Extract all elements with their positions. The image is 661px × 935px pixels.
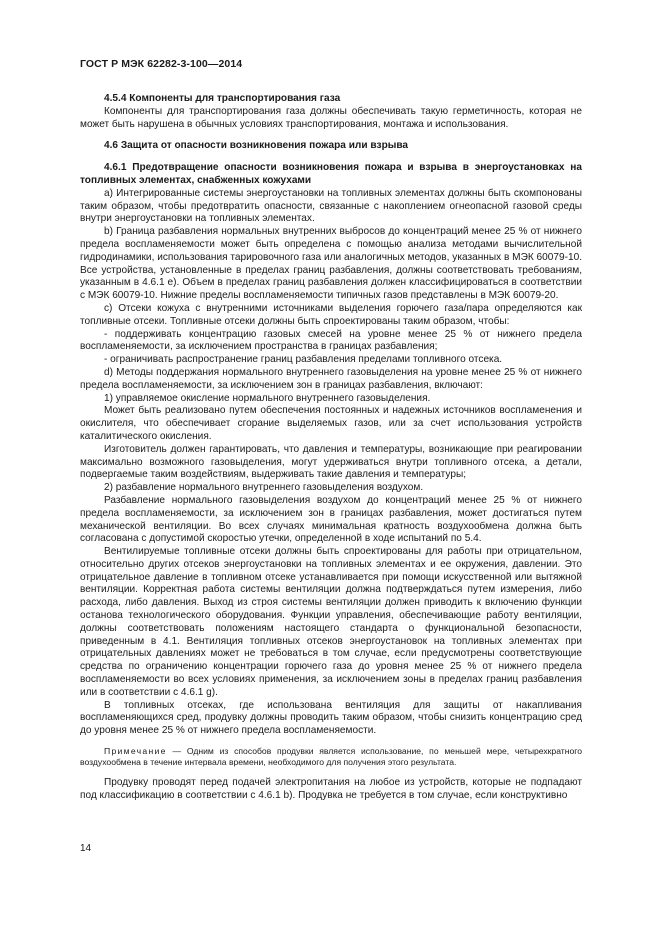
note-text: — Одним из способов продувки является использование, по меньшей мере, четырехкратного воздухообмена в течение интервала времени, необходимого для получения этого результата.: [80, 746, 582, 768]
paragraph-a: а) Интегрированные системы энергоустановки на топливных элементах должны быть скомпонованы таким образом, чтобы предотвратить опасности, связанные с накоплением огнеопасной газовой среды внутри энергоустановки на топливных элементах.: [80, 187, 582, 225]
paragraph-d-1: 1) управляемое окисление нормального внутреннего газовыделения.: [104, 392, 431, 404]
section-4-5-4-title: 4.5.4 Компоненты для транспортирования газа: [104, 93, 341, 104]
paragraph-ventilation: Вентилируемые топливные отсеки должны быть спроектированы для работы при отрицательном, относительно других отсеков энергоустановки на топливных элементах и ее окружения, давлении. Это отрицательное давление в топливном отсеке устанавливается при помощи искусственной или вытяжной вентиляции. Корректная работа системы вентиляции должна подтверждаться путем измерения, либо расхода, либо давления. Выход из строя системы вентиляции должен приводить к включению функции останова технологического оборудования. Функции управления, обеспечивающие работу вентиляции, должны соответствовать положениям настоящего стандарта о функциональной безопасности, приведенным в 4.1. Вентиляция топливных отсеков энергоустановок на топливных элементах при отрицательных давлениях может не требоваться в том случае, если предусмотрены соответствующие средства по ограничению концентрации горючего газа до уровня менее 25 % от нижнего предела воспламеняемости во всех условиях применения, за исключением зоны в пределах границ разбавления или в соответствии с 4.6.1 g).: [80, 546, 582, 698]
paragraph-purge: В топливных отсеках, где использована вентиляция для защиты от накапливания воспламеняющихся сред, продувку должны проводить таким образом, чтобы снизить концентрацию сред до уровня менее 25 % от нижнего предела воспламеняемости.: [80, 699, 582, 737]
paragraph-c: с) Отсеки кожуха с внутренними источниками выделения горючего газа/пара определяются как топливные отсеки. Топливные отсеки должны быть спроектированы таким образом, чтобы:: [80, 302, 582, 327]
paragraph-d-2: 2) разбавление нормального внутреннего газовыделения воздухом.: [104, 482, 424, 494]
page-number: 14: [80, 843, 92, 854]
note-label: Примечание: [104, 746, 167, 757]
page-content: [80, 93, 582, 803]
paragraph-final: Продувку проводят перед подачей электропитания на любое из устройств, которые не подпадают под классификацию в соответствии с 4.6.1 b). Продувка не требуется в том случае, если конструктивно: [80, 777, 582, 801]
paragraph-c-item-1: - поддерживать концентрацию газовых смесей на уровне менее 25 % от нижнего предела воспламеняемости, за исключением пространства в границах разбавления;: [80, 328, 582, 353]
paragraph-d-1-detail: Может быть реализовано путем обеспечения постоянных и надежных источников воспламенения и окислителя, что обеспечивает сгорание выделяемых газов, или за счет использования устройств каталитического окисления.: [80, 405, 582, 442]
section-4-6-1-title: 4.6.1 Предотвращение опасности возникновения пожара и взрыва в энергоустановках на топливных элементах, снабженных кожухами: [80, 162, 582, 186]
paragraph-d-1-manufacturer: Изготовитель должен гарантировать, что давления и температуры, возникающие при реагировании максимально возможного газовыделения, могут удерживаться внутри топливного отсека, а детали, подвергаемые таким воздействиям, выдерживать такие давления и температуры;: [80, 443, 582, 481]
paragraph-b: b) Граница разбавления нормальных внутренних выбросов до концентраций менее 25 % от нижнего предела воспламеняемости может быть определена с помощью анализа методами вычислительной гидродинамики, использования тарировочного газа или аналогичных методов, указанных в МЭК 60079-10. Все устройства, установленные в пределах границ разбавления, должны соответствовать требованиям, указанным в 4.6.1 е). Объем в пределах границ разбавления должен классифицироваться в соответствии с МЭК 60079-10. Нижние пределы воспламеняемости типичных газов представлены в МЭК 60079-20.: [80, 226, 582, 302]
page-header-standard: ГОСТ Р МЭК 62282-3-100—2014: [80, 58, 243, 70]
paragraph-d-2-detail: Разбавление нормального газовыделения воздухом до концентраций менее 25 % от нижнего предела воспламеняемости, за исключением зон в границах разбавления, может достигаться путем механической вентиляции. Во всех случаях минимальная кратность воздухообмена должна быть согласована с допустимой скоростью утечки, определенной в ходе испытаний по 5.4.: [80, 494, 582, 545]
section-4-6-title: 4.6 Защита от опасности возникновения пожара или взрыва: [104, 140, 409, 152]
paragraph-d: d) Методы поддержания нормального внутреннего газовыделения на уровне менее 25 % от нижнего предела воспламеняемости, за исключением зон в границах разбавления, включают:: [80, 366, 582, 391]
paragraph-c-item-2: - ограничивать распространение границ разбавления пределами топливного отсека.: [104, 354, 503, 366]
note: [80, 746, 582, 768]
section-4-5-4-text: Компоненты для транспортирования газа должны обеспечивать такую герметичность, которая не может быть нарушена в обычных условиях транспортирования, монтажа и использования.: [80, 105, 582, 130]
